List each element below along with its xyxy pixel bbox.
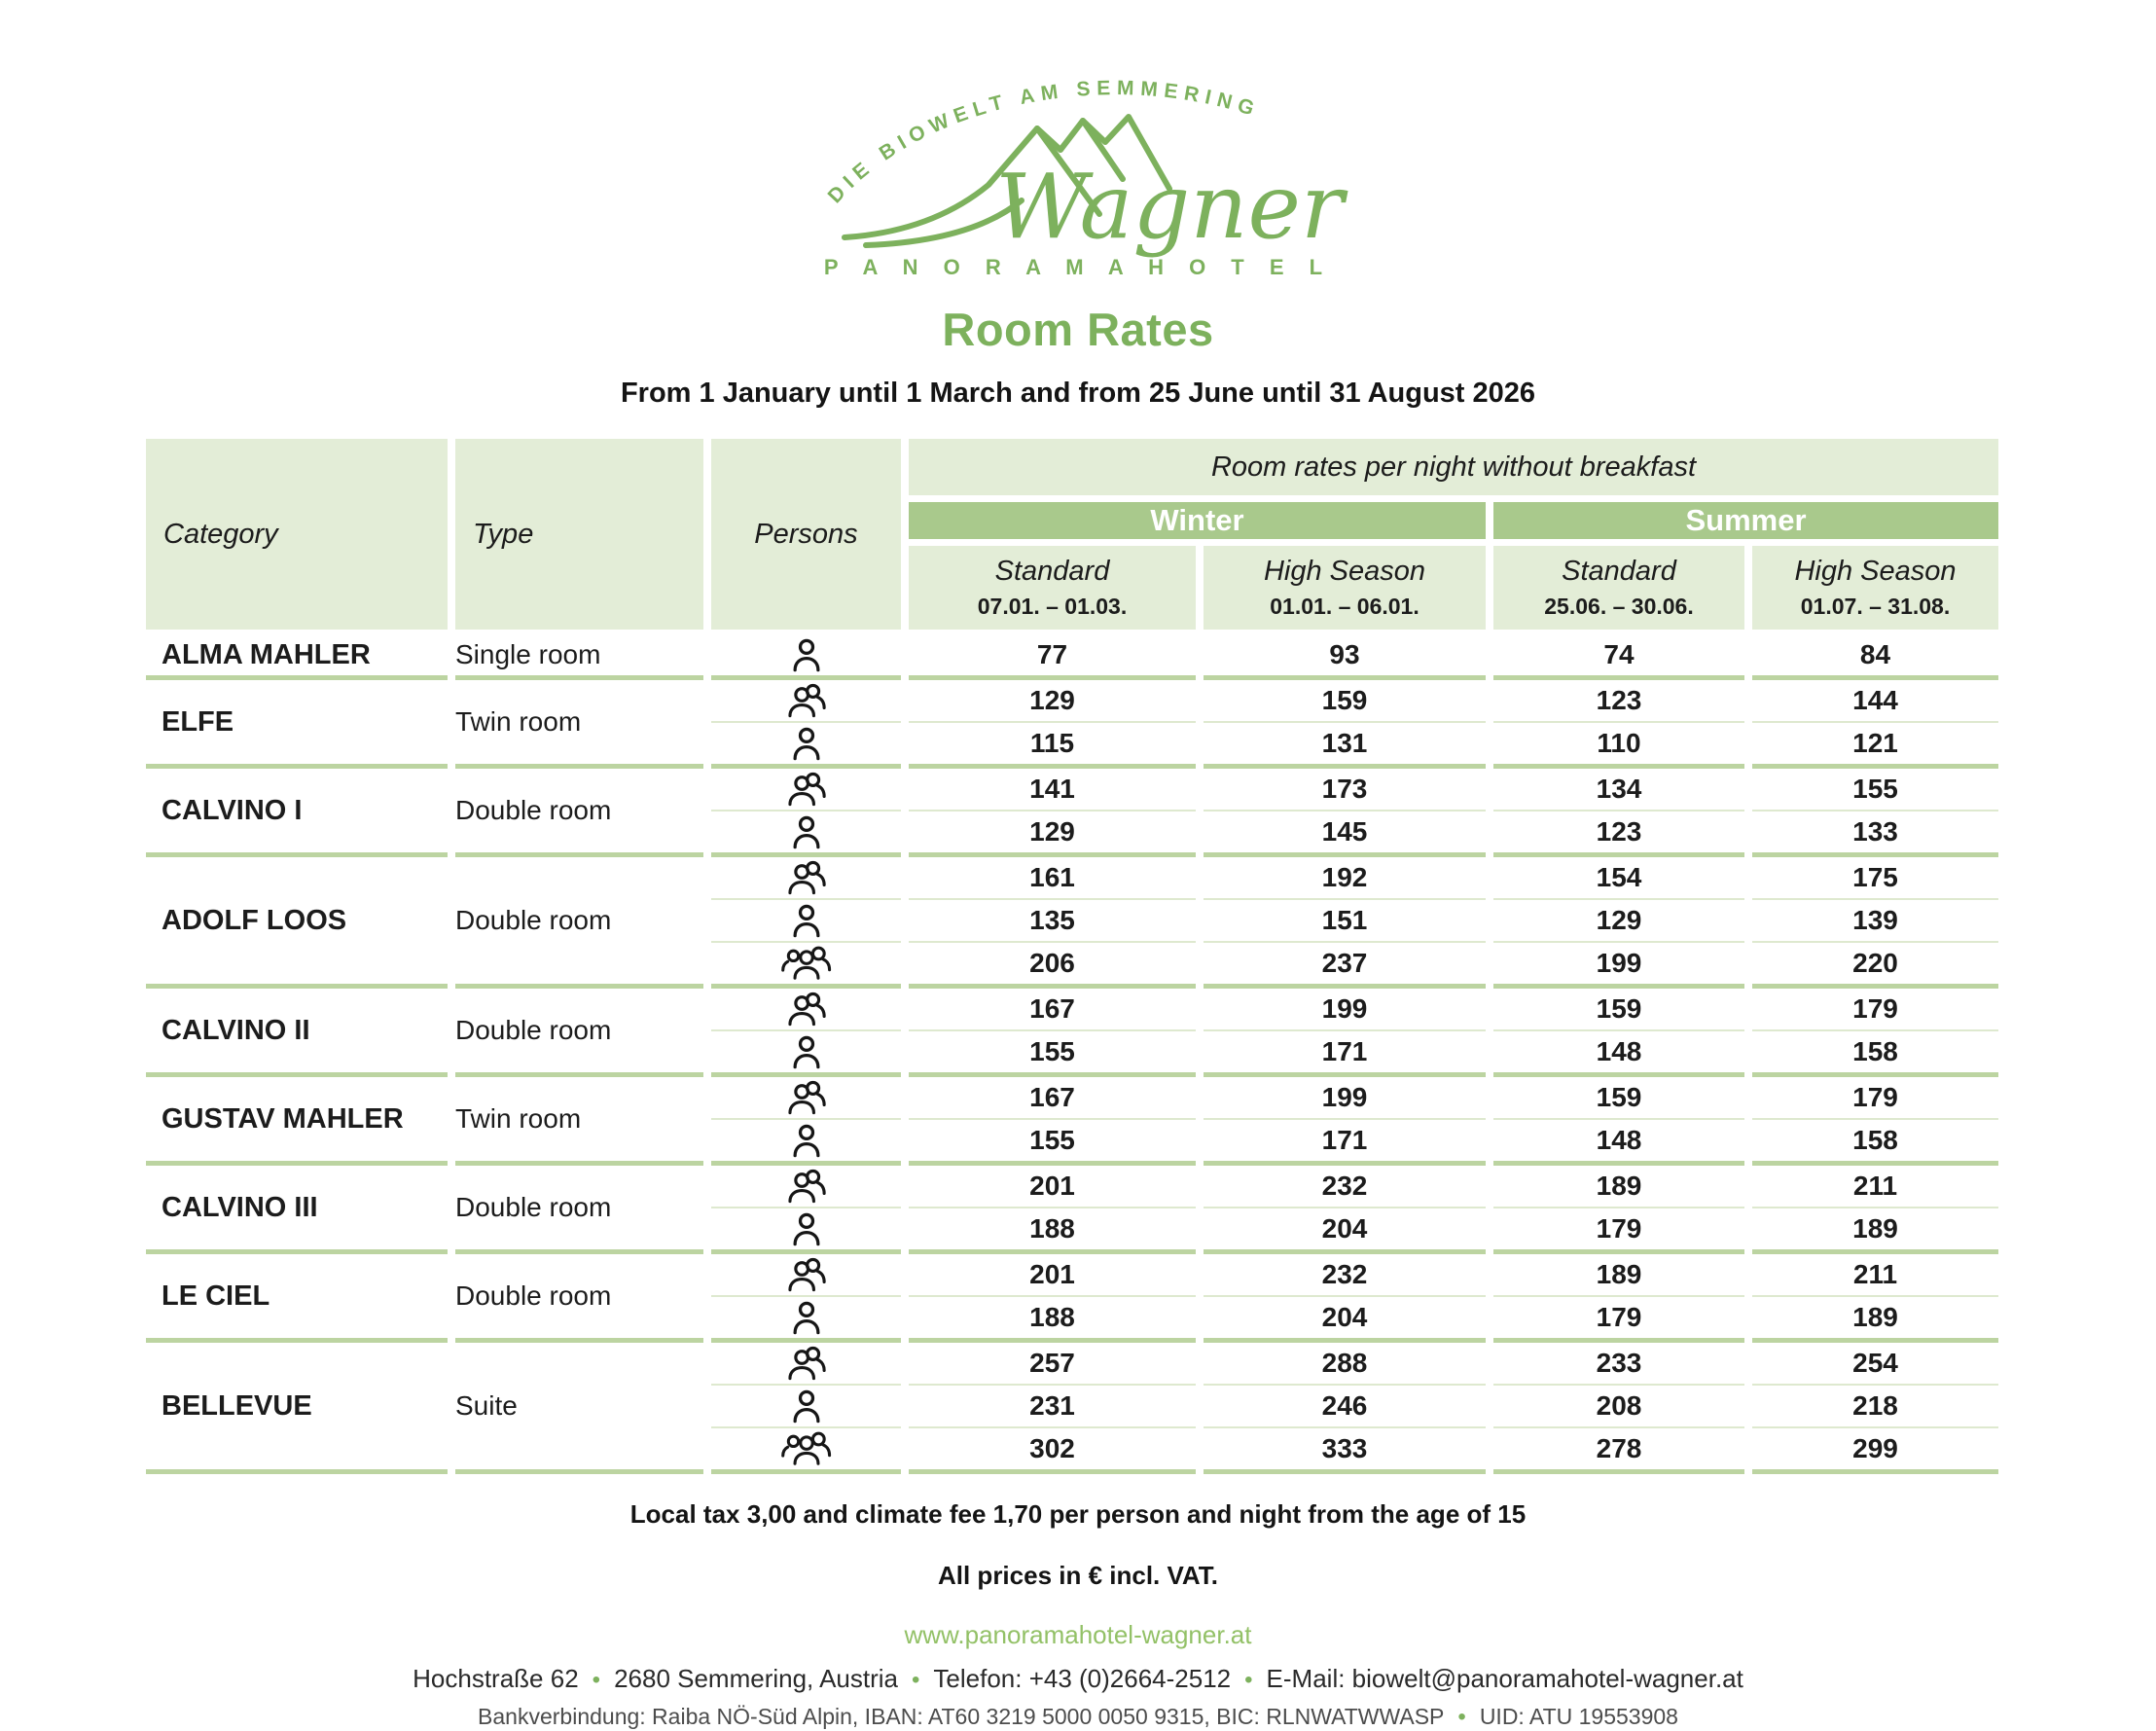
person-1-icon: [787, 1387, 826, 1425]
rate-cell: 144: [1752, 680, 1998, 723]
rate-cell: 161: [909, 857, 1196, 900]
category-cell: CALVINO III: [146, 1166, 448, 1254]
rate-cell: 179: [1493, 1297, 1744, 1343]
room-type-cell: Twin room: [455, 680, 703, 769]
rate-cell: 188: [909, 1208, 1196, 1254]
person-1-icon: [787, 724, 826, 763]
category-cell: LE CIEL: [146, 1254, 448, 1343]
room-type-cell: Double room: [455, 989, 703, 1077]
footer-text-part: Telefon: +43 (0)2664-2512: [933, 1664, 1232, 1693]
rate-cell: 84: [1752, 634, 1998, 680]
logo-script-name: Wagner: [995, 155, 1344, 259]
persons-cell: [711, 1386, 901, 1428]
rate-cell: 123: [1493, 680, 1744, 723]
hotel-logo: [0, 0, 2156, 287]
rate-cell: 201: [909, 1254, 1196, 1297]
logo-caption: P A N O R A M A H O T E L: [823, 255, 1333, 279]
category-cell: ELFE: [146, 680, 448, 769]
category-cell: BELLEVUE: [146, 1343, 448, 1474]
rate-cell: 188: [909, 1297, 1196, 1343]
room-type-cell: Suite: [455, 1343, 703, 1474]
rate-cell: 333: [1204, 1428, 1486, 1474]
rate-cell: 179: [1752, 1077, 1998, 1120]
rate-cell: 208: [1493, 1386, 1744, 1428]
room-type-cell: Double room: [455, 1166, 703, 1254]
rate-cell: 192: [1204, 857, 1486, 900]
rate-cell: 179: [1493, 1208, 1744, 1254]
header-category: Category: [146, 439, 448, 634]
table-row: [146, 857, 1998, 900]
persons-3-icon: [780, 1429, 833, 1468]
logo-arc-text: DIE BIOWELT AM SEMMERING: [823, 77, 1263, 208]
rate-cell: 155: [909, 1120, 1196, 1166]
room-type-cell: Double room: [455, 769, 703, 857]
rate-cell: 220: [1752, 943, 1998, 989]
rate-cell: 167: [909, 1077, 1196, 1120]
persons-cell: [711, 857, 901, 900]
category-cell: CALVINO I: [146, 769, 448, 857]
persons-2-icon: [783, 770, 830, 809]
website-link: www.panoramahotel-wagner.at: [904, 1620, 1252, 1649]
persons-cell: [711, 1428, 901, 1474]
persons-2-icon: [783, 858, 830, 897]
rate-cell: 129: [909, 811, 1196, 857]
rate-cell: 302: [909, 1428, 1196, 1474]
table-row: [146, 1254, 1998, 1297]
rate-cell: 206: [909, 943, 1196, 989]
persons-cell: [711, 989, 901, 1031]
local-tax-note: Local tax 3,00 and climate fee 1,70 per person and night from the age of 15: [629, 1499, 1527, 1529]
rate-cell: 299: [1752, 1428, 1998, 1474]
rate-cell: 173: [1204, 769, 1486, 811]
persons-2-icon: [783, 1167, 830, 1206]
rate-cell: 158: [1752, 1031, 1998, 1077]
persons-2-icon: [783, 1255, 830, 1294]
persons-2-icon: [783, 681, 830, 720]
header-winter-standard: Standard 07.01. – 01.03.: [909, 546, 1196, 634]
rate-cell: 148: [1493, 1031, 1744, 1077]
page-subtitle: From 1 January until 1 March and from 25 June until 31 August 2026: [620, 378, 1536, 409]
rate-cell: 141: [909, 769, 1196, 811]
rate-cell: 254: [1752, 1343, 1998, 1386]
rate-cell: 167: [909, 989, 1196, 1031]
rate-cell: 154: [1493, 857, 1744, 900]
rate-cell: 199: [1493, 943, 1744, 989]
header-winter: Winter: [909, 495, 1486, 546]
persons-cell: [711, 1343, 901, 1386]
rate-cell: 231: [909, 1386, 1196, 1428]
rate-cell: 155: [1752, 769, 1998, 811]
rates-tbody: [146, 634, 1998, 1474]
rate-cell: 134: [1493, 769, 1744, 811]
bullet-separator: •: [1244, 1667, 1253, 1693]
page-title: Room Rates: [942, 304, 1214, 355]
hotel-logo-icon: [776, 51, 1380, 282]
category-cell: GUSTAV MAHLER: [146, 1077, 448, 1166]
address-line: [0, 1664, 2156, 1694]
persons-cell: [711, 900, 901, 943]
bullet-separator: •: [592, 1667, 601, 1693]
persons-cell: [711, 680, 901, 723]
header-winter-highseason: High Season 01.01. – 06.01.: [1204, 546, 1486, 634]
rate-cell: 204: [1204, 1208, 1486, 1254]
rate-cell: 139: [1752, 900, 1998, 943]
header-summer-standard: Standard 25.06. – 30.06.: [1493, 546, 1744, 634]
rate-cell: 189: [1493, 1254, 1744, 1297]
footer-text-part: Hochstraße 62: [413, 1664, 579, 1693]
rate-cell: 148: [1493, 1120, 1744, 1166]
rate-cell: 211: [1752, 1254, 1998, 1297]
rate-cell: 199: [1204, 1077, 1486, 1120]
rate-cell: 131: [1204, 723, 1486, 769]
bank-line: [0, 1704, 2156, 1731]
rate-cell: 189: [1752, 1297, 1998, 1343]
persons-cell: [711, 1166, 901, 1208]
person-1-icon: [787, 1298, 826, 1337]
rate-cell: 288: [1204, 1343, 1486, 1386]
rate-cell: 115: [909, 723, 1196, 769]
rate-cell: 133: [1752, 811, 1998, 857]
rate-cell: 218: [1752, 1386, 1998, 1428]
header-summer-highseason: High Season 01.07. – 31.08.: [1752, 546, 1998, 634]
rate-cell: 123: [1493, 811, 1744, 857]
rate-cell: 135: [909, 900, 1196, 943]
footer-text-part: E-Mail: biowelt@panoramahotel-wagner.at: [1266, 1664, 1743, 1693]
header-persons: Persons: [711, 439, 901, 634]
rate-cell: 278: [1493, 1428, 1744, 1474]
rate-cell: 159: [1493, 1077, 1744, 1120]
category-cell: ALMA MAHLER: [146, 634, 448, 680]
category-cell: ADOLF LOOS: [146, 857, 448, 989]
table-row: [146, 989, 1998, 1031]
rate-cell: 246: [1204, 1386, 1486, 1428]
header-summer: Summer: [1493, 495, 1998, 546]
table-row: [146, 1166, 1998, 1208]
rate-cell: 121: [1752, 723, 1998, 769]
footer-text-part: 2680 Semmering, Austria: [614, 1664, 898, 1693]
category-cell: CALVINO II: [146, 989, 448, 1077]
persons-cell: [711, 1031, 901, 1077]
persons-3-icon: [780, 944, 833, 983]
rate-cell: 199: [1204, 989, 1486, 1031]
room-type-cell: Double room: [455, 857, 703, 989]
persons-cell: [711, 1120, 901, 1166]
table-row: [146, 1343, 1998, 1386]
rate-cell: 158: [1752, 1120, 1998, 1166]
persons-cell: [711, 811, 901, 857]
footer-text-part: UID: ATU 19553908: [1479, 1704, 1678, 1729]
rate-cell: 175: [1752, 857, 1998, 900]
room-type-cell: Twin room: [455, 1077, 703, 1166]
persons-2-icon: [783, 990, 830, 1028]
table-row: [146, 769, 1998, 811]
room-type-cell: Single room: [455, 634, 703, 680]
person-1-icon: [787, 901, 826, 940]
persons-cell: [711, 1077, 901, 1120]
rate-cell: 77: [909, 634, 1196, 680]
persons-cell: [711, 634, 901, 680]
rate-cell: 155: [909, 1031, 1196, 1077]
rate-cell: 129: [909, 680, 1196, 723]
rate-cell: 232: [1204, 1166, 1486, 1208]
rate-cell: 257: [909, 1343, 1196, 1386]
rate-cell: 159: [1204, 680, 1486, 723]
bullet-separator: •: [912, 1667, 920, 1693]
rate-cell: 201: [909, 1166, 1196, 1208]
rate-cell: 233: [1493, 1343, 1744, 1386]
rate-cell: 159: [1493, 989, 1744, 1031]
header-type: Type: [455, 439, 703, 634]
rate-cell: 204: [1204, 1297, 1486, 1343]
rate-cell: 189: [1752, 1208, 1998, 1254]
rate-cell: 189: [1493, 1166, 1744, 1208]
persons-cell: [711, 1297, 901, 1343]
person-1-icon: [787, 1121, 826, 1160]
person-1-icon: [787, 635, 826, 674]
person-1-icon: [787, 812, 826, 851]
person-1-icon: [787, 1032, 826, 1071]
persons-cell: [711, 943, 901, 989]
rate-cell: 237: [1204, 943, 1486, 989]
persons-2-icon: [783, 1078, 830, 1117]
rate-cell: 74: [1493, 634, 1744, 680]
table-row: [146, 1077, 1998, 1120]
rate-cell: 211: [1752, 1166, 1998, 1208]
rate-cell: 171: [1204, 1031, 1486, 1077]
room-rates-table: [138, 439, 2006, 1474]
rate-cell: 110: [1493, 723, 1744, 769]
table-row: [146, 680, 1998, 723]
rate-cell: 171: [1204, 1120, 1486, 1166]
rate-cell: 179: [1752, 989, 1998, 1031]
vat-note: All prices in € incl. VAT.: [937, 1561, 1218, 1590]
persons-cell: [711, 723, 901, 769]
persons-cell: [711, 1208, 901, 1254]
persons-cell: [711, 769, 901, 811]
rate-cell: 129: [1493, 900, 1744, 943]
persons-2-icon: [783, 1344, 830, 1383]
bullet-separator: •: [1457, 1704, 1466, 1730]
table-row: [146, 634, 1998, 680]
rate-cell: 151: [1204, 900, 1486, 943]
person-1-icon: [787, 1209, 826, 1248]
header-span-title: Room rates per night without breakfast: [909, 439, 1998, 495]
footer-text-part: Bankverbindung: Raiba NÖ-Süd Alpin, IBAN: AT60 3219 5000 0050 9315, BIC: RLNWATWWASP: [478, 1704, 1445, 1729]
rate-cell: 93: [1204, 634, 1486, 680]
rate-cell: 232: [1204, 1254, 1486, 1297]
rate-cell: 145: [1204, 811, 1486, 857]
room-type-cell: Double room: [455, 1254, 703, 1343]
persons-cell: [711, 1254, 901, 1297]
